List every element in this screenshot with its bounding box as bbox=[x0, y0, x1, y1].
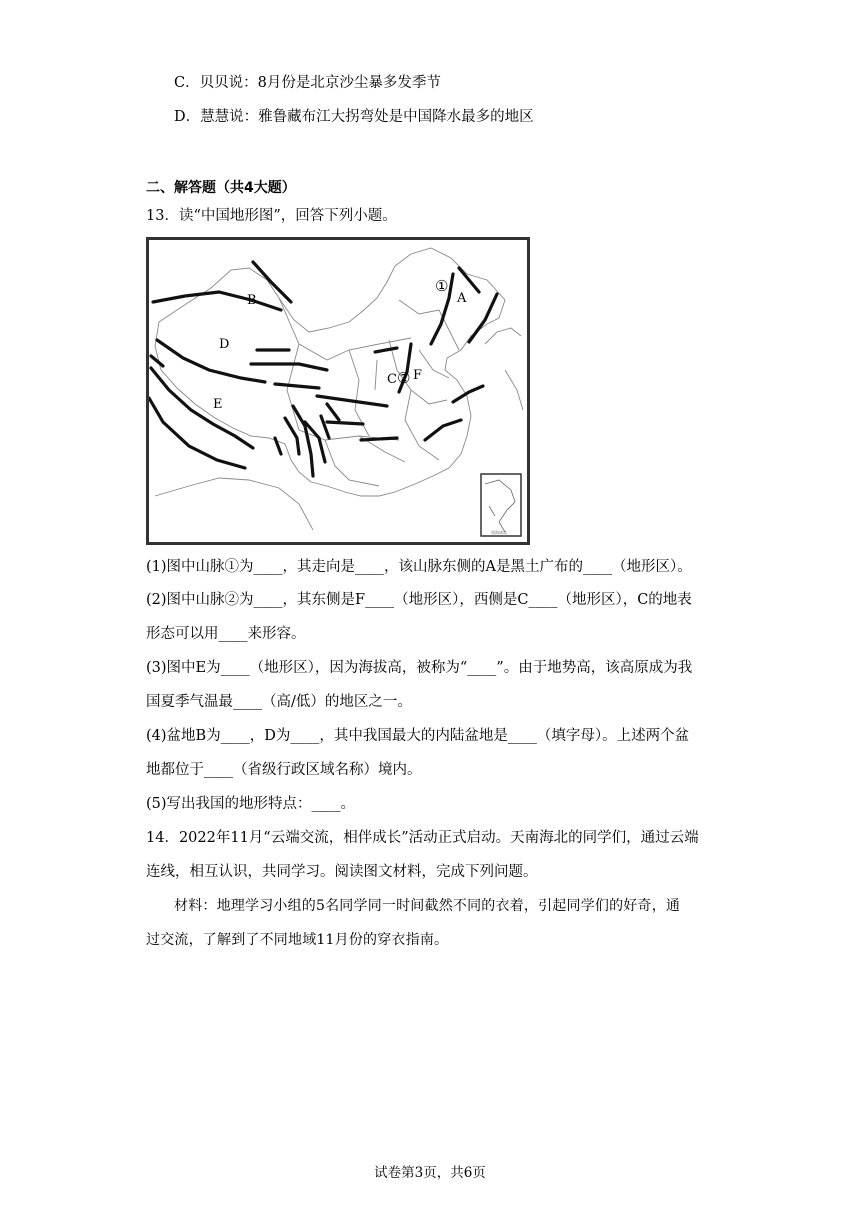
mountain-kunlun-1 bbox=[157, 340, 265, 382]
q13-sub2-line2: 形态可以用____来形容。 bbox=[146, 626, 306, 642]
map-label-d: D bbox=[219, 337, 230, 352]
option-d: D．慧慧说：雅鲁藏布江大拐弯处是中国降水最多的地区 bbox=[174, 109, 534, 125]
q13-sub4-line2: 地都位于____（省级行政区域名称）境内。 bbox=[146, 762, 422, 778]
q14-stem-line1: 14．2022年11月“云端交流，相伴成长”活动正式启动。天南海北的同学们，通过云端 bbox=[146, 830, 699, 846]
mountain-kunlun-2 bbox=[151, 368, 253, 448]
q13-stem: 13．读“中国地形图”，回答下列小题。 bbox=[146, 208, 397, 224]
map-label-a: A bbox=[457, 291, 467, 306]
q13-sub1: (1)图中山脉①为____，其走向是____，该山脉东侧的A是黑土广布的____（地形区）。 bbox=[146, 559, 692, 575]
q14-material-line1: 材料：地理学习小组的5名同学同一时间截然不同的衣着，引起同学们的好奇，通 bbox=[174, 898, 681, 914]
map-label-c: C bbox=[387, 372, 397, 387]
map-label-f: F bbox=[413, 368, 423, 383]
mountain-tianshan bbox=[153, 292, 281, 310]
south-china-sea-inset bbox=[481, 474, 521, 536]
mountain-altai bbox=[253, 262, 291, 302]
china-terrain-map bbox=[146, 237, 530, 545]
q14-stem-line2: 连线，相互认识，共同学习。阅读图文材料，完成下列问题。 bbox=[146, 864, 538, 880]
q13-sub3-line1: (3)图中E为____（地形区），因为海拔高，被称为“____”。由于地势高，该高原成为我 bbox=[146, 660, 693, 676]
page-footer: 试卷第3页，共6页 bbox=[374, 1165, 486, 1181]
q13-sub3-line2: 国夏季气温最____（高/低）的地区之一。 bbox=[146, 694, 412, 710]
map-label-mountain-1: ① bbox=[435, 277, 449, 295]
map-label-mountain-2: ② bbox=[397, 369, 411, 387]
inset-caption: 南海诸岛 bbox=[491, 530, 507, 535]
section-2-title: 二、解答题（共4大题） bbox=[146, 180, 296, 196]
option-c: C．贝贝说：8月份是北京沙尘暴多发季节 bbox=[174, 75, 441, 91]
q14-material-line2: 过交流，了解到了不同地域11月份的穿衣指南。 bbox=[146, 932, 449, 948]
q13-sub5: (5)写出我国的地形特点：____。 bbox=[146, 796, 356, 812]
map-label-b: B bbox=[247, 293, 257, 308]
q13-sub4-line1: (4)盆地B为____，D为____，其中我国最大的内陆盆地是____（填字母）。上述两个盆 bbox=[146, 728, 690, 744]
q13-sub2-line1: (2)图中山脉②为____，其东侧是F____（地形区），西侧是C____（地形区），C的地表 bbox=[146, 592, 692, 608]
map-label-e: E bbox=[213, 397, 223, 412]
